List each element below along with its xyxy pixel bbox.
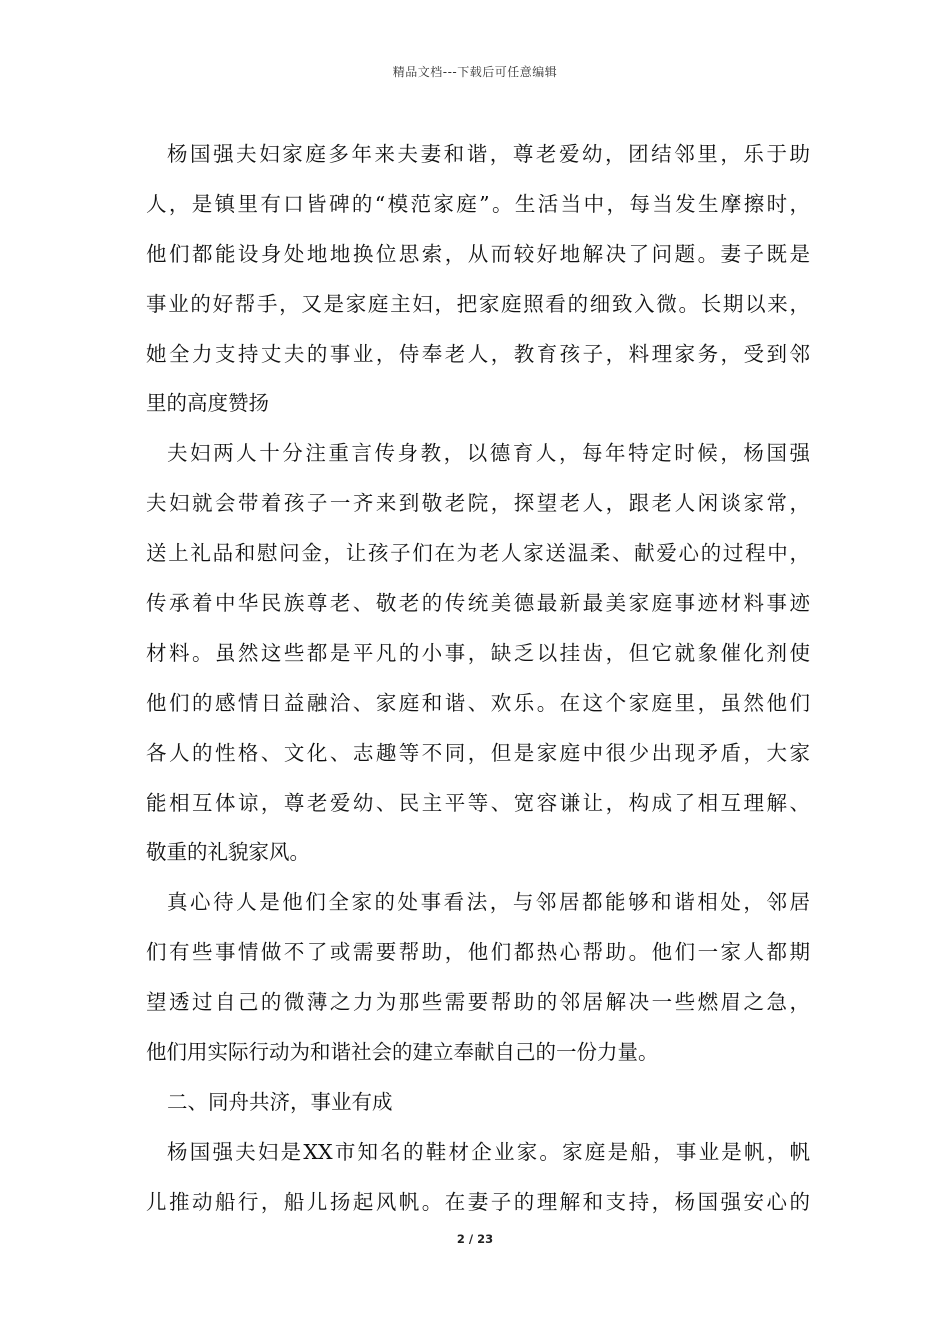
page-number: 2 / 23: [456, 1232, 494, 1246]
text-line: 望透过自己的微薄之力为那些需要帮助的邻居解决一些燃眉之急，: [146, 990, 810, 1015]
text-line: 杨国强夫妇是XX市知名的鞋材企业家。家庭是船，事业是帆，帆: [167, 1139, 810, 1164]
page-header: 精品文档---下载后可任意编辑: [392, 65, 558, 79]
text-line: 传承着中华民族尊老、敬老的传统美德最新最美家庭事迹材料事迹: [146, 591, 810, 616]
text-line: 二、同舟共济，事业有成: [167, 1089, 393, 1114]
text-line: 儿推动船行，船儿扬起风帆。在妻子的理解和支持，杨国强安心的: [146, 1189, 810, 1214]
body-text: [146, 130, 810, 1228]
text-line: 他们的感情日益融洽、家庭和谐、欢乐。在这个家庭里，虽然他们: [146, 690, 810, 715]
text-line: 真心待人是他们全家的处事看法，与邻居都能够和谐相处，邻居: [167, 890, 810, 915]
text-line: 各人的性格、文化、志趣等不同，但是家庭中很少出现矛盾，大家: [146, 740, 810, 765]
text-line: 能相互体谅，尊老爱幼、民主平等、宽容谦让，构成了相互理解、: [146, 790, 810, 815]
text-line: 送上礼品和慰问金，让孩子们在为老人家送温柔、献爱心的过程中，: [146, 541, 810, 566]
text-line: 他们用实际行动为和谐社会的建立奉献自己的一份力量。: [146, 1040, 659, 1065]
text-line: 事业的好帮手，又是家庭主妇，把家庭照看的细致入微。长期以来，: [146, 291, 810, 316]
text-line: 敬重的礼貌家风。: [146, 840, 310, 865]
text-line: 她全力支持丈夫的事业，侍奉老人，教育孩子，料理家务，受到邻: [146, 341, 810, 366]
text-line: 人，是镇里有口皆碑的“模范家庭”。生活当中，每当发生摩擦时，: [146, 191, 810, 216]
text-line: 里的高度赞扬: [146, 391, 269, 416]
text-line: 们有些事情做不了或需要帮助，他们都热心帮助。他们一家人都期: [146, 940, 810, 965]
text-line: 夫妇两人十分注重言传身教，以德育人，每年特定时候，杨国强: [167, 441, 810, 466]
text-line: 他们都能设身处地地换位思索，从而较好地解决了问题。妻子既是: [146, 241, 810, 266]
text-line: 材料。虽然这些都是平凡的小事，缺乏以挂齿，但它就象催化剂使: [146, 640, 810, 665]
text-line: 夫妇就会带着孩子一齐来到敬老院，探望老人，跟老人闲谈家常，: [146, 491, 810, 516]
text-line: 杨国强夫妇家庭多年来夫妻和谐，尊老爱幼，团结邻里，乐于助: [167, 142, 810, 166]
